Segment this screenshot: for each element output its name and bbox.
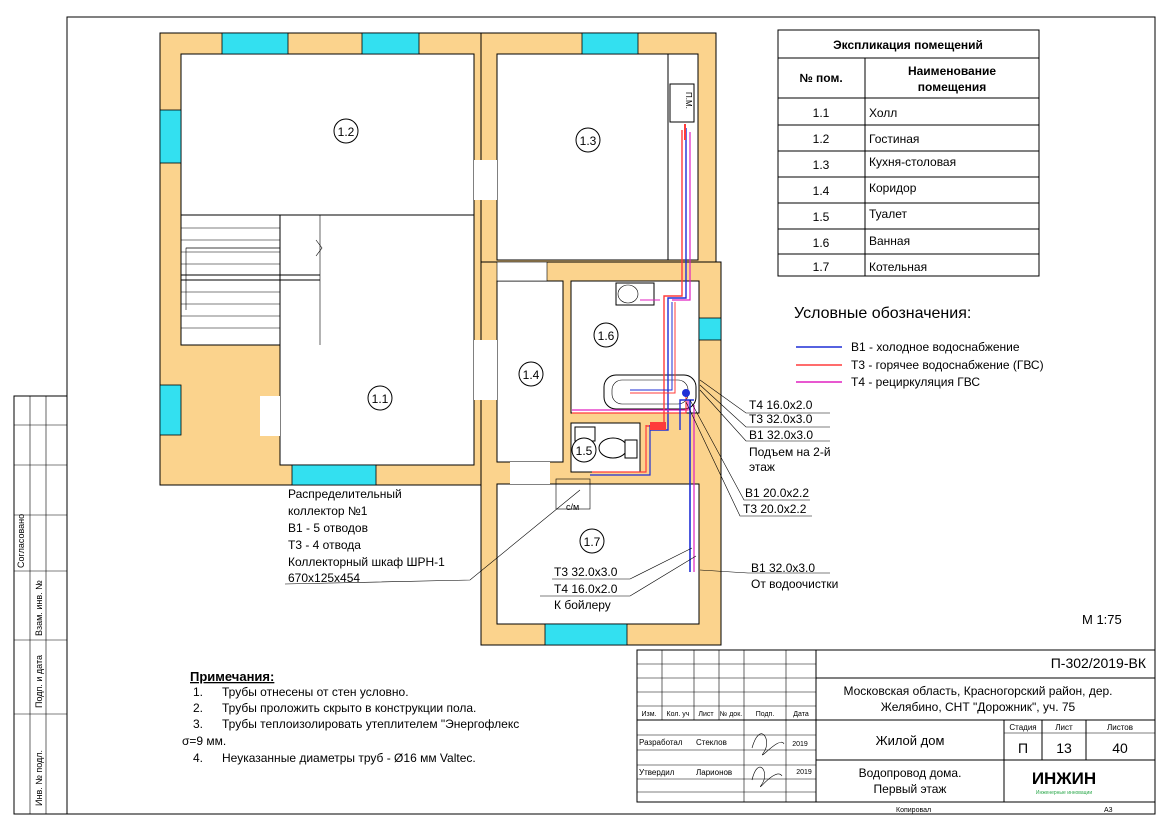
tb-approver-date: 2019 [796, 769, 812, 776]
legend-label-b1: В1 - холодное водоснабжение [851, 340, 1020, 354]
exp-row-name: Кухня-столовая [869, 155, 957, 169]
room-tag-1-4 [519, 362, 543, 386]
exp-row-name: Гостиная [869, 132, 920, 146]
tb-col-head: Дата [793, 711, 809, 718]
room-tag-1-1 [368, 386, 392, 410]
collector-line-6: 670x125x454 [288, 571, 361, 585]
note-num: 3. [193, 717, 204, 731]
tb-drawing-2: Первый этаж [873, 782, 947, 796]
collector-line-2: коллектор №1 [288, 504, 368, 518]
tb-logo: ИНЖИН [1031, 769, 1097, 788]
callout-filter-b1: В1 32.0x3.0 [751, 561, 816, 575]
callout-riser-t4: Т4 16.0x2.0 [749, 398, 813, 412]
window [222, 33, 288, 54]
tb-sheets: 40 [1112, 740, 1128, 756]
notes-title: Примечания: [190, 669, 275, 684]
callout-riser-b1: В1 32.0x3.0 [749, 428, 814, 442]
tb-address-2: Желябино, СНТ "Дорожник", уч. 75 [880, 700, 1076, 714]
exp-row-num: 1.2 [812, 132, 830, 146]
legend [794, 305, 1044, 389]
window [160, 385, 181, 435]
tb-approver-role: Утвердил [639, 768, 675, 777]
tb-stage-head: Стадия [1009, 723, 1037, 732]
room-1-2 [181, 54, 474, 215]
floor-plan [160, 33, 721, 645]
callout-boiler-t3: Т3 32.0x3.0 [554, 565, 618, 579]
svg-text:1.5: 1.5 [575, 444, 593, 458]
exp-row-name: Котельная [869, 260, 928, 274]
room-tag-1-5 [572, 438, 596, 462]
scale-label: М 1:75 [1082, 612, 1122, 627]
window [582, 33, 638, 54]
exp-row-num: 1.3 [812, 158, 830, 172]
svg-text:1.3: 1.3 [579, 134, 597, 148]
tb-sheets-head: Листов [1107, 723, 1133, 732]
tb-col-head: Изм. [641, 711, 657, 718]
callout-filter-label: От водоочистки [751, 577, 839, 591]
room-1-3 [497, 54, 668, 260]
collector-line-1: Распределительный [288, 487, 402, 501]
callout-boiler-t4: Т4 16.0x2.0 [554, 582, 618, 596]
svg-text:1.7: 1.7 [583, 535, 601, 549]
exp-row-num: 1.1 [812, 106, 830, 120]
note-text: Трубы теплоизолировать утеплителем "Энергофлекс [222, 717, 520, 731]
note-text: σ=9 мм. [182, 734, 227, 748]
svg-text:1.4: 1.4 [522, 368, 540, 382]
room-tag-1-2 [334, 119, 358, 143]
exp-row-num: 1.4 [812, 184, 830, 198]
callout-t3-20: Т3 20.0x2.2 [743, 502, 807, 516]
tb-address-1: Московская область, Красногорский район, дер. [843, 684, 1113, 698]
note-text: Трубы проложить скрыто в конструкции пола. [222, 701, 477, 715]
cm-label: с/м [566, 502, 580, 512]
exp-row-num: 1.6 [812, 236, 830, 250]
note-num: 2. [193, 701, 204, 715]
room-tag-1-7 [580, 529, 604, 553]
exp-row-name: Коридор [869, 181, 917, 195]
callout-riser-up-1: Подъем на 2-й [749, 445, 831, 459]
tb-col-head: Лист [698, 711, 714, 718]
collector-line-4: Т3 - 4 отвода [288, 538, 361, 552]
room-tag-1-3 [576, 128, 600, 152]
tb-format: А3 [1104, 807, 1113, 814]
stamp-inv-orig: Инв. № подл. [34, 749, 44, 806]
signature-developer [752, 734, 784, 755]
window [699, 318, 721, 340]
tb-code: П-302/2019-ВК [1050, 655, 1146, 671]
window [160, 110, 181, 163]
legend-label-t3: Т3 - горячее водоснабжение (ГВС) [851, 358, 1044, 372]
exp-row-num: 1.7 [812, 260, 830, 274]
callout-riser-t3: Т3 32.0x3.0 [749, 412, 813, 426]
svg-text:1.1: 1.1 [371, 392, 389, 406]
exp-row-name: Туалет [869, 207, 907, 221]
tb-logo-tag: Инженерные инновации [1035, 790, 1093, 796]
callout-boiler-label: К бойлеру [554, 598, 611, 612]
signature-approver [752, 767, 782, 787]
note-num: 4. [193, 751, 204, 765]
tb-drawing-1: Водопровод дома. [858, 766, 962, 780]
window [362, 33, 419, 54]
tb-col-head: Подп. [755, 711, 775, 718]
explication-title: Экспликация помещений [833, 38, 983, 52]
notes [182, 669, 519, 765]
side-stamp [14, 396, 67, 814]
exp-row-name: Ванная [869, 234, 911, 248]
tb-developer-name: Стеклов [696, 738, 727, 747]
explication-col-name-2: помещения [917, 80, 987, 94]
svg-text:1.6: 1.6 [597, 329, 615, 343]
note-num: 1. [193, 685, 204, 699]
svg-text:1.2: 1.2 [337, 125, 355, 139]
tb-developer-date: 2019 [792, 741, 808, 748]
legend-title: Условные обозначения: [794, 305, 972, 322]
tb-sheet: 13 [1056, 740, 1072, 756]
pm-label: П.М. [684, 92, 693, 109]
note-text: Неуказанные диаметры труб - Ø16 мм Valtec. [222, 751, 476, 765]
explication-table [778, 30, 1039, 276]
tb-stage: П [1017, 740, 1029, 756]
stamp-sign-date: Подп. и дата [34, 654, 44, 708]
window [292, 465, 376, 485]
stamp-swap: Взам. инв. № [34, 580, 44, 636]
tb-developer-role: Разработал [639, 738, 683, 747]
callout-b1-20: В1 20.0x2.2 [745, 486, 810, 500]
tb-building: Жилой дом [875, 733, 945, 748]
window [545, 624, 627, 645]
note-text: Трубы отнесены от стен условно. [222, 685, 409, 699]
collector-line-5: Коллекторный шкаф ШРН-1 [288, 555, 445, 569]
collector-line-3: В1 - 5 отводов [288, 521, 368, 535]
stamp-agreed: Согласовано [16, 513, 26, 568]
tb-copied: Копировал [896, 807, 932, 814]
room-tag-1-6 [594, 323, 618, 347]
tb-approver-name: Ларионов [696, 768, 733, 777]
tb-col-head: № док. [719, 711, 743, 718]
legend-label-t4: Т4 - рециркуляция ГВС [851, 375, 981, 389]
tb-col-head: Кол. уч [666, 711, 690, 718]
exp-row-num: 1.5 [812, 210, 830, 224]
tb-sheet-head: Лист [1055, 723, 1073, 732]
title-block [637, 650, 1155, 814]
explication-col-num: № пом. [799, 71, 843, 85]
exp-row-name: Холл [869, 106, 898, 120]
callout-riser-up-2: этаж [749, 460, 775, 474]
explication-col-name-1: Наименование [907, 64, 997, 78]
